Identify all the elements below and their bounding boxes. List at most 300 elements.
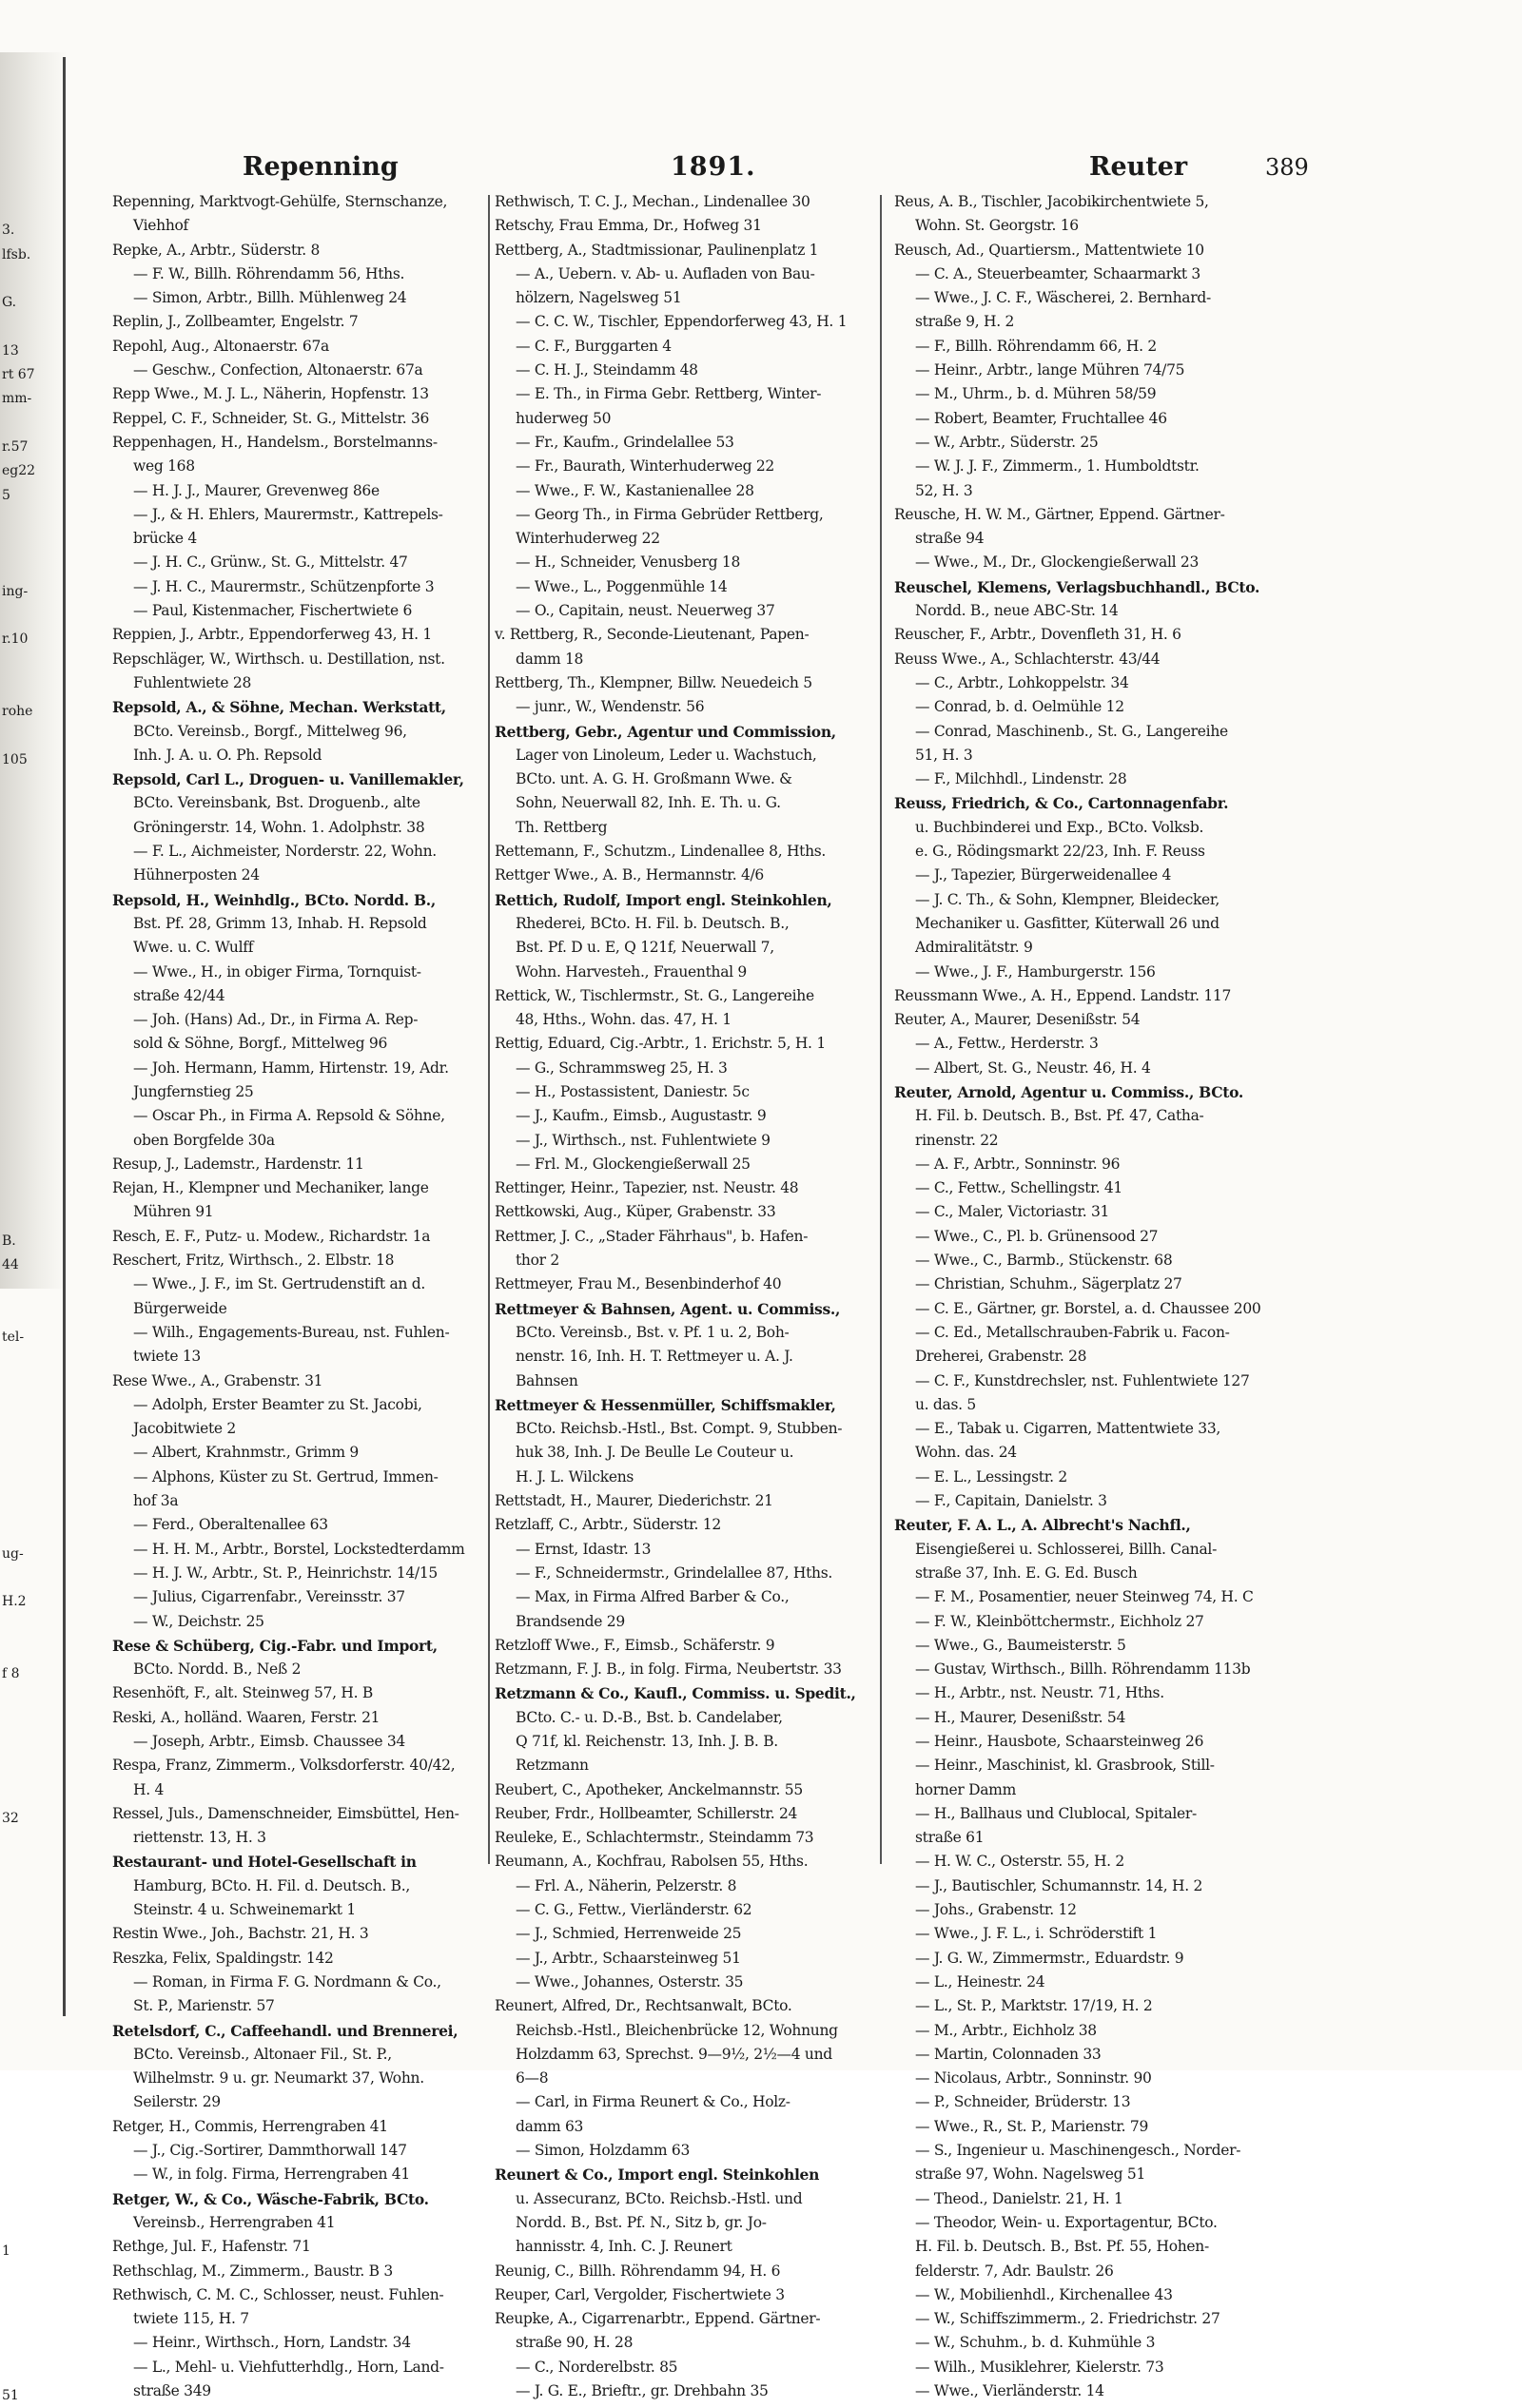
directory-entry-line: Winterhuderweg 22: [516, 530, 660, 548]
directory-entry-line: Reuss, Friedrich, & Co., Cartonnagenfabr.: [894, 794, 1229, 813]
directory-entry-line: — Joh. Hermann, Hamm, Hirtenstr. 19, Adr.: [133, 1058, 449, 1077]
directory-entry-line: — W., in folg. Firma, Herrengraben 41: [133, 2165, 410, 2184]
directory-entry-line: — Theod., Danielstr. 21, H. 1: [915, 2189, 1123, 2207]
directory-entry-line: Reusche, H. W. M., Gärtner, Eppend. Gärtner-: [894, 505, 1225, 523]
cut-fragment: [2, 1109, 59, 1133]
directory-entry-line: Reski, A., holländ. Waaren, Ferstr. 21: [112, 1708, 380, 1726]
cut-fragment: [2, 2024, 59, 2048]
cut-fragment: [2, 1157, 59, 1181]
cut-fragment: [2, 267, 59, 291]
cut-fragment: [2, 1999, 59, 2023]
directory-entry-line: 6—8: [516, 2069, 549, 2088]
directory-entry-line: Rettig, Eduard, Cig.-Arbtr., 1. Erichstr. 5, H. 1: [495, 1035, 826, 1053]
cut-fragment: [2, 1686, 59, 1710]
directory-entry-line: — C. E., Gärtner, gr. Borstel, a. d. Chaussee 200: [915, 1299, 1261, 1317]
directory-entry-line: thor 2: [516, 1252, 559, 1270]
directory-entry-line: Reszka, Felix, Spaldingstr. 142: [112, 1949, 334, 1967]
directory-entry-line: Restin Wwe., Joh., Bachstr. 21, H. 3: [112, 1925, 369, 1943]
directory-entry-line: BCto. unt. A. G. H. Großmann Wwe. &: [516, 770, 792, 788]
cut-fragment: [2, 508, 59, 532]
directory-entry-line: Viehhof: [133, 217, 188, 235]
cut-fragment: [2, 2048, 59, 2071]
cut-fragment: [2, 965, 59, 989]
cut-fragment: 51: [2, 2388, 19, 2404]
directory-entry-line: — Nicolaus, Arbtr., Sonninstr. 90: [915, 2069, 1152, 2088]
cut-fragment: [2, 1205, 59, 1229]
directory-entry-line: — Fr., Kaufm., Grindelallee 53: [516, 433, 734, 451]
directory-entry-line: — junr., W., Wendenstr. 56: [516, 698, 705, 716]
cut-fragment: H.2: [2, 1594, 27, 1610]
directory-entry-line: Rettick, W., Tischlermstr., St. G., Langereihe: [495, 986, 814, 1004]
directory-entry-line: — C., Arbtr., Lohkoppelstr. 34: [915, 673, 1129, 691]
directory-entry-line: Reuter, Arnold, Agentur u. Commiss., BCto.: [894, 1082, 1243, 1101]
cut-fragment: [2, 2312, 59, 2336]
cut-fragment: [2, 1422, 59, 1446]
directory-entry-line: hof 3a: [133, 1492, 179, 1510]
cut-fragment: [2, 1783, 59, 1807]
directory-entry-line: Wohn. St. Georgstr. 16: [915, 217, 1079, 235]
directory-entry-line: Rettberg, Gebr., Agentur und Commission,: [495, 722, 836, 741]
cut-fragment: r.10: [2, 631, 29, 648]
directory-entry-line: — G., Schrammsweg 25, H. 3: [516, 1058, 728, 1077]
cut-fragment: [2, 1855, 59, 1878]
directory-entry-line: — Wwe., C., Barmb., Stückenstr. 68: [915, 1252, 1173, 1270]
directory-entry-line: riettenstr. 13, H. 3: [133, 1829, 266, 1847]
directory-entry-line: — Wwe., F. W., Kastanienallee 28: [516, 481, 754, 499]
cut-fragment: [2, 604, 59, 628]
directory-entry-line: Replin, J., Zollbeamter, Engelstr. 7: [112, 313, 359, 331]
directory-entry-line: H. Fil. b. Deutsch. B., Bst. Pf. 55, Hohen-: [915, 2238, 1209, 2256]
cut-fragment: [2, 1061, 59, 1085]
directory-entry-line: Rettmeyer, Frau M., Besenbinderhof 40: [495, 1275, 782, 1293]
cut-fragment: [2, 1302, 59, 1326]
cut-fragment: [2, 676, 59, 700]
cut-fragment: eg22: [2, 463, 36, 479]
directory-entry-line: — Wwe., M., Dr., Glockengießerwall 23: [915, 553, 1200, 572]
page-header: [243, 152, 1327, 186]
directory-entry-line: straße 349: [133, 2382, 211, 2400]
directory-entry-line: u. das. 5: [915, 1395, 976, 1413]
directory-entry-line: Reuper, Carl, Vergolder, Fischertwiete 3: [495, 2285, 785, 2303]
directory-entry-line: Reuber, Frdr., Hollbeamter, Schillerstr. 24: [495, 1804, 798, 1822]
directory-entry-line: — Robert, Beamter, Fruchtallee 46: [915, 409, 1167, 427]
cut-fragment: [2, 2336, 59, 2359]
cut-fragment: r.57: [2, 438, 29, 455]
cut-fragment: [2, 1181, 59, 1205]
directory-entry-line: BCto. Vereinsb., Borgf., Mittelweg 96,: [133, 722, 407, 740]
directory-entry-line: — J. H. C., Maurermstr., Schützenpforte 3: [133, 577, 435, 595]
directory-entry-line: — J. G. W., Zimmermstr., Eduardstr. 9: [915, 1949, 1184, 1967]
cut-fragment: [2, 1903, 59, 1927]
cut-fragment: 13: [2, 342, 19, 359]
directory-entry-line: huderweg 50: [516, 409, 612, 427]
directory-entry-line: — C., Norderelbstr. 85: [516, 2358, 678, 2376]
cut-fragment: [2, 2192, 59, 2216]
directory-entry-line: — C. H. J., Steindamm 48: [516, 361, 698, 379]
directory-entry-line: — Heinr., Maschinist, kl. Grasbrook, Still-: [915, 1757, 1215, 1775]
cut-fragment: B.: [2, 1233, 16, 1249]
directory-entry-line: Seilerstr. 29: [133, 2093, 221, 2111]
directory-entry-line: Retger, W., & Co., Wäsche-Fabrik, BCto.: [112, 2189, 429, 2208]
directory-entry-line: Hamburg, BCto. H. Fil. d. Deutsch. B.,: [133, 1876, 411, 1894]
directory-entry-line: H. Fil. b. Deutsch. B., Bst. Pf. 47, Catha-: [915, 1107, 1204, 1125]
directory-entry-line: — Wwe., C., Pl. b. Grünensood 27: [915, 1227, 1159, 1245]
directory-entry-line: — Heinr., Wirthsch., Horn, Landstr. 34: [133, 2334, 411, 2352]
directory-entry-line: Resch, E. F., Putz- u. Modew., Richardstr. 1a: [112, 1227, 431, 1245]
directory-entry-line: Reubert, C., Apotheker, Anckelmannstr. 55: [495, 1780, 803, 1798]
directory-entry-line: straße 97, Wohn. Nagelsweg 51: [915, 2165, 1146, 2184]
cut-fragment: [2, 1085, 59, 1109]
directory-entry-line: Retschy, Frau Emma, Dr., Hofweg 31: [495, 217, 762, 235]
cut-fragment: [2, 1350, 59, 1373]
cut-fragment: lfsb.: [2, 246, 31, 262]
cut-fragment: 105: [2, 751, 28, 767]
cut-fragment: [2, 868, 59, 892]
cut-fragment: [2, 1735, 59, 1758]
directory-entry-line: huk 38, Inh. J. De Beulle Le Couteur u.: [516, 1444, 794, 1462]
cut-fragment: 1: [2, 2243, 10, 2260]
cut-fragment: [2, 989, 59, 1013]
directory-entry-line: — Johs., Grabenstr. 12: [915, 1901, 1077, 1919]
directory-entry-line: — J. C. Th., & Sohn, Klempner, Bleidecker,: [915, 890, 1220, 908]
directory-entry-line: — C. Ed., Metallschrauben-Fabrik u. Facon-: [915, 1323, 1230, 1341]
directory-entry-line: — H. J. W., Arbtr., St. P., Heinrichstr. 14/15: [133, 1563, 438, 1582]
directory-entry-line: horner Damm: [915, 1780, 1016, 1798]
directory-entry-line: BCto. Nordd. B., Neß 2: [133, 1660, 302, 1679]
directory-entry-line: — J., Bautischler, Schumannstr. 14, H. 2: [915, 1876, 1203, 1894]
directory-entry-line: Hühnerposten 24: [133, 866, 260, 884]
cut-fragment: [2, 532, 59, 555]
directory-entry-line: — Wilh., Engagements-Bureau, nst. Fuhlen-: [133, 1323, 450, 1341]
directory-entry-line: H. J. L. Wilckens: [516, 1467, 634, 1486]
directory-entry-line: — E. Th., in Firma Gebr. Rettberg, Winter-: [516, 385, 822, 403]
directory-entry-line: Wilhelmstr. 9 u. gr. Neumarkt 37, Wohn.: [133, 2069, 424, 2088]
cut-fragment: [2, 821, 59, 845]
previous-page-cut-text: [2, 195, 59, 2408]
cut-fragment: [2, 893, 59, 917]
directory-entry-line: — H. H. M., Arbtr., Borstel, Lockstedterdamm: [133, 1540, 465, 1558]
directory-entry-line: — Frl. A., Näherin, Pelzerstr. 8: [516, 1876, 737, 1894]
directory-entry-line: Rethge, Jul. F., Hafenstr. 71: [112, 2238, 311, 2256]
directory-entry-line: Retger, H., Commis, Herrengraben 41: [112, 2117, 388, 2135]
cut-fragment: 44: [2, 1257, 19, 1273]
directory-entry-line: — Joseph, Arbtr., Eimsb. Chaussee 34: [133, 1733, 405, 1750]
directory-entry-line: Reichsb.-Hstl., Bleichenbrücke 12, Wohnung: [516, 2021, 838, 2039]
cut-fragment: ing-: [2, 583, 29, 599]
directory-entry-line: straße 90, H. 28: [516, 2334, 634, 2352]
directory-entry-line: twiete 13: [133, 1348, 201, 1366]
directory-entry-line: Reunert, Alfred, Dr., Rechtsanwalt, BCto.: [495, 1997, 792, 2015]
directory-entry-line: Th. Rettberg: [516, 818, 608, 836]
directory-entry-line: — W. J. J. F., Zimmerm., 1. Humboldtstr.: [915, 457, 1200, 476]
cut-fragment: [2, 1952, 59, 1975]
directory-entry-line: — F., Capitain, Danielstr. 3: [915, 1492, 1107, 1510]
cut-fragment: rohe: [2, 704, 33, 720]
directory-entry-line: BCto. Reichsb.-Hstl., Bst. Compt. 9, Stubben-: [516, 1420, 843, 1438]
cut-fragment: [2, 412, 59, 436]
directory-entry-line: Rethwisch, C. M. C., Schlosser, neust. Fuhlen-: [112, 2285, 444, 2303]
directory-entry-line: — J. H. C., Grünw., St. G., Mittelstr. 47: [133, 553, 408, 572]
directory-entry-line: Respa, Franz, Zimmerm., Volksdorferstr. 40/42,: [112, 1757, 456, 1775]
directory-entry-line: Resup, J., Lademstr., Hardenstr. 11: [112, 1155, 364, 1173]
directory-entry-line: Lager von Linoleum, Leder u. Wachstuch,: [516, 746, 817, 764]
directory-entry-line: e. G., Rödingsmarkt 22/23, Inh. F. Reuss: [915, 843, 1205, 861]
directory-entry-line: Nordd. B., neue ABC-Str. 14: [915, 602, 1119, 620]
directory-entry-line: v. Rettberg, R., Seconde-Lieutenant, Papen-: [495, 626, 810, 644]
directory-entry-line: — Frl. M., Glockengießerwall 25: [516, 1155, 751, 1173]
directory-entry-line: BCto. Vereinsbank, Bst. Droguenb., alte: [133, 794, 420, 812]
directory-entry-line: — H., Maurer, Desenißstr. 54: [915, 1708, 1126, 1726]
header-right-keyword: Reuter: [1089, 152, 1188, 182]
directory-entry-line: damm 63: [516, 2117, 584, 2135]
directory-entry-line: — W., Mobilienhdl., Kirchenallee 43: [915, 2285, 1173, 2303]
directory-entry-line: Rettich, Rudolf, Import engl. Steinkohlen,: [495, 890, 832, 909]
directory-entry-line: — S., Ingenieur u. Maschinengesch., Norder-: [915, 2142, 1241, 2160]
directory-entry-line: Bürgerweide: [133, 1299, 227, 1317]
directory-entry-line: Retzlaff, C., Arbtr., Süderstr. 12: [495, 1516, 721, 1534]
directory-entry-line: Retzmann: [516, 1757, 589, 1775]
directory-entry-line: — Wwe., H., in obiger Firma, Tornquist-: [133, 962, 421, 981]
directory-entry-line: Holzdamm 63, Sprechst. 9—9½, 2½—4 und: [516, 2045, 832, 2063]
directory-entry-line: — W., Schiffszimmerm., 2. Friedrichstr. 27: [915, 2310, 1220, 2328]
directory-entry-line: St. P., Marienstr. 57: [133, 1997, 275, 2015]
cut-fragment: [2, 1446, 59, 1469]
directory-entry-line: Reuscher, F., Arbtr., Dovenfleth 31, H. 6: [894, 626, 1181, 644]
directory-entry-line: Reppenhagen, H., Handelsm., Borstelmanns-: [112, 433, 438, 451]
directory-entry-line: — C., Fettw., Schellingstr. 41: [915, 1179, 1122, 1197]
directory-entry-line: — Geschw., Confection, Altonaerstr. 67a: [133, 361, 423, 379]
directory-entry-line: Repsold, A., & Söhne, Mechan. Werkstatt,: [112, 698, 446, 717]
directory-entry-line: hölzern, Nagelsweg 51: [516, 289, 682, 307]
directory-entry-line: — H., Schneider, Venusberg 18: [516, 553, 741, 572]
directory-entry-line: — J., Schmied, Herrenweide 25: [516, 1925, 742, 1943]
directory-entry-line: Retelsdorf, C., Caffeehandl. und Brennerei,: [112, 2021, 459, 2040]
directory-entry-line: — Julius, Cigarrenfabr., Vereinsstr. 37: [133, 1588, 405, 1606]
directory-entry-line: — L., St. P., Marktstr. 17/19, H. 2: [915, 1997, 1153, 2015]
directory-entry-line: — F., Milchhdl., Lindenstr. 28: [915, 770, 1127, 788]
directory-entry-line: Brandsende 29: [516, 1612, 625, 1630]
cut-fragment: [2, 2120, 59, 2144]
directory-entry-line: damm 18: [516, 650, 584, 668]
directory-entry-line: Wwe. u. C. Wulff: [133, 939, 254, 957]
directory-entry-line: — Wwe., J. F. L., i. Schröderstift 1: [915, 1925, 1158, 1943]
directory-entry-line: — H., Postassistent, Daniestr. 5c: [516, 1082, 750, 1100]
directory-entry-line: — Simon, Holzdamm 63: [516, 2142, 691, 2160]
directory-entry-line: — C. C. W., Tischler, Eppendorferweg 43, H. 1: [516, 313, 848, 331]
directory-entry-line: Jungfernstieg 25: [133, 1082, 254, 1100]
directory-entry-line: — Wwe., Vierländerstr. 14: [915, 2382, 1104, 2400]
directory-entry-line: Resenhöft, F., alt. Steinweg 57, H. B: [112, 1684, 373, 1702]
directory-entry-line: Retzmann & Co., Kaufl., Commiss. u. Spedit.,: [495, 1684, 856, 1703]
directory-entry-line: BCto. C.- u. D.-B., Bst. b. Candelaber,: [516, 1708, 783, 1726]
directory-entry-line: straße 94: [915, 530, 985, 548]
directory-entry-line: Rettinger, Heinr., Tapezier, nst. Neustr. 48: [495, 1179, 799, 1197]
directory-entry-line: — H., Arbtr., nst. Neustr. 71, Hths.: [915, 1684, 1164, 1702]
directory-entry-line: hannisstr. 4, Inh. C. J. Reunert: [516, 2238, 732, 2256]
directory-entry-line: Reschert, Fritz, Wirthsch., 2. Elbstr. 18: [112, 1252, 395, 1270]
directory-entry-line: — C., Maler, Victoriastr. 31: [915, 1203, 1110, 1221]
cut-fragment: [2, 2216, 59, 2240]
directory-entry-line: — Adolph, Erster Beamter zu St. Jacobi,: [133, 1395, 422, 1413]
directory-entry-line: Steinstr. 4 u. Schweinemarkt 1: [133, 1901, 356, 1919]
cut-fragment: [2, 1615, 59, 1639]
directory-entry-line: — Georg Th., in Firma Gebrüder Rettberg,: [516, 505, 824, 523]
directory-entry-line: Rejan, H., Klempner und Mechaniker, lange: [112, 1179, 429, 1197]
directory-entry-line: — L., Mehl- u. Viehfutterhdlg., Horn, Land-: [133, 2358, 444, 2376]
directory-entry-line: Rese & Schüberg, Cig.-Fabr. und Import,: [112, 1636, 438, 1655]
directory-column-2: [495, 190, 875, 2400]
directory-entry-line: Rettberg, Th., Klempner, Billw. Neuedeich 5: [495, 673, 812, 691]
directory-entry-line: — Albert, Krahnmstr., Grimm 9: [133, 1444, 359, 1462]
directory-entry-line: H. 4: [133, 1780, 165, 1798]
directory-entry-line: — F., Billh. Röhrendamm 66, H. 2: [915, 337, 1157, 355]
cut-fragment: 5: [2, 487, 10, 503]
directory-entry-line: — Wwe., J. F., Hamburgerstr. 156: [915, 962, 1156, 981]
directory-entry-line: — J., Tapezier, Bürgerweidenallee 4: [915, 866, 1172, 884]
directory-entry-line: Reuschel, Klemens, Verlagsbuchhandl., BCto.: [894, 577, 1260, 596]
directory-entry-line: Repsold, H., Weinhdlg., BCto. Nordd. B.,: [112, 890, 436, 909]
directory-entry-line: — Gustav, Wirthsch., Billh. Röhrendamm 113b: [915, 1660, 1251, 1679]
cut-fragment: [2, 315, 59, 339]
column-divider: [488, 195, 490, 1864]
directory-entry-line: — W., Schuhm., b. d. Kuhmühle 3: [915, 2334, 1156, 2352]
directory-entry-line: — Ernst, Idastr. 13: [516, 1540, 652, 1558]
directory-entry-line: Nordd. B., Bst. Pf. N., Sitz b, gr. Jo-: [516, 2213, 767, 2231]
column-divider: [880, 195, 882, 1864]
cut-fragment: ug-: [2, 1545, 24, 1562]
directory-entry-line: — A., Uebern. v. Ab- u. Aufladen von Bau-: [516, 264, 815, 282]
cut-fragment: f 8: [2, 1666, 20, 1682]
directory-entry-line: Reuss Wwe., A., Schlachterstr. 43/44: [894, 650, 1161, 668]
directory-entry-line: — Max, in Firma Alfred Barber & Co.,: [516, 1588, 790, 1606]
directory-entry-line: weg 168: [133, 457, 195, 476]
directory-column-3: [894, 190, 1275, 2400]
page-number: 389: [1265, 154, 1309, 181]
cut-fragment: [2, 941, 59, 964]
directory-entry-line: — Albert, St. G., Neustr. 46, H. 4: [915, 1058, 1151, 1077]
cut-fragment: [2, 1518, 59, 1542]
directory-entry-line: Repschläger, W., Wirthsch. u. Destillation, nst.: [112, 650, 445, 668]
directory-entry-line: — W., Deichstr. 25: [133, 1612, 264, 1630]
directory-entry-line: Reussmann Wwe., A. H., Eppend. Landstr. 117: [894, 986, 1232, 1004]
directory-entry-line: — Carl, in Firma Reunert & Co., Holz-: [516, 2093, 790, 2111]
cut-fragment: [2, 772, 59, 796]
cut-fragment: [2, 1494, 59, 1518]
directory-entry-line: — H. J. J., Maurer, Grevenweg 86e: [133, 481, 380, 499]
directory-entry-line: twiete 115, H. 7: [133, 2310, 249, 2328]
directory-entry-line: — F., Schneidermstr., Grindelallee 87, Hths.: [516, 1563, 833, 1582]
cut-fragment: [2, 1566, 59, 1590]
directory-entry-line: Rethwisch, T. C. J., Mechan., Lindenallee 30: [495, 193, 810, 210]
directory-entry-line: — C. A., Steuerbeamter, Schaarmarkt 3: [915, 264, 1200, 282]
directory-entry-line: Bst. Pf. 28, Grimm 13, Inhab. H. Repsold: [133, 914, 427, 932]
directory-entry-line: — J., Wirthsch., nst. Fuhlentwiete 9: [516, 1131, 771, 1149]
cut-fragment: [2, 1758, 59, 1782]
directory-entry-line: Rese Wwe., A., Grabenstr. 31: [112, 1371, 323, 1389]
directory-entry-line: — E., Tabak u. Cigarren, Mattentwiete 33,: [915, 1420, 1221, 1438]
directory-entry-line: — C. G., Fettw., Vierländerstr. 62: [516, 1901, 752, 1919]
directory-entry-line: — H. W. C., Osterstr. 55, H. 2: [915, 1853, 1124, 1871]
directory-entry-line: 48, Hths., Wohn. das. 47, H. 1: [516, 1011, 732, 1029]
cut-fragment: [2, 2095, 59, 2119]
directory-entry-line: straße 42/44: [133, 986, 225, 1004]
directory-entry-line: Bst. Pf. D u. E, Q 121f, Neuerwall 7,: [516, 939, 774, 957]
directory-entry-line: Reuleke, E., Schlachtermstr., Steindamm 73: [495, 1829, 814, 1847]
directory-entry-line: Rettger Wwe., A. B., Hermannstr. 4/6: [495, 866, 764, 884]
directory-entry-line: Fuhlentwiete 28: [133, 673, 252, 691]
directory-entry-line: u. Buchbinderei und Exp., BCto. Volksb.: [915, 818, 1204, 836]
directory-entry-line: — F. M., Posamentier, neuer Steinweg 74, H. C: [915, 1588, 1254, 1606]
directory-entry-line: — Wilh., Musiklehrer, Kielerstr. 73: [915, 2358, 1164, 2376]
directory-entry-line: straße 37, Inh. E. G. Ed. Busch: [915, 1563, 1138, 1582]
directory-entry-line: Ressel, Juls., Damenschneider, Eimsbüttel, Hen-: [112, 1804, 459, 1822]
directory-entry-line: Reupke, A., Cigarrenarbtr., Eppend. Gärtner-: [495, 2310, 821, 2328]
directory-entry-line: — Paul, Kistenmacher, Fischertwiete 6: [133, 602, 413, 620]
directory-entry-line: — Theodor, Wein- u. Exportagentur, BCto.: [915, 2213, 1218, 2231]
directory-entry-line: Repp Wwe., M. J. L., Näherin, Hopfenstr. 13: [112, 385, 429, 403]
page-gutter-line: [63, 57, 66, 2016]
directory-entry-line: — M., Uhrm., b. d. Mühren 58/59: [915, 385, 1157, 403]
directory-entry-line: Reppel, C. F., Schneider, St. G., Mittelstr. 36: [112, 409, 430, 427]
cut-fragment: [2, 1831, 59, 1855]
header-year: 1891.: [671, 152, 756, 182]
directory-entry-line: — Wwe., J. C. F., Wäscherei, 2. Bernhard-: [915, 289, 1211, 307]
directory-entry-line: — Wwe., L., Poggenmühle 14: [516, 577, 728, 595]
directory-entry-line: BCto. Vereinsb., Bst. v. Pf. 1 u. 2, Boh-: [516, 1323, 790, 1341]
cut-fragment: [2, 1927, 59, 1951]
directory-entry-line: Inh. J. A. u. O. Ph. Repsold: [133, 746, 322, 764]
directory-entry-line: Rettmer, J. C., „Stader Fährhaus", b. Hafen-: [495, 1227, 809, 1245]
directory-entry-line: Reunert & Co., Import engl. Steinkohlen: [495, 2165, 820, 2185]
directory-entry-line: — Wwe., J. F., im St. Gertrudenstift an d.: [133, 1275, 425, 1293]
cut-fragment: [2, 1470, 59, 1494]
directory-entry-line: — Alphons, Küster zu St. Gertrud, Immen-: [133, 1467, 439, 1486]
directory-entry-line: sold & Söhne, Borgf., Mittelweg 96: [133, 1035, 388, 1053]
cut-fragment: tel-: [2, 1329, 25, 1345]
directory-entry-line: — E. L., Lessingstr. 2: [915, 1467, 1067, 1486]
directory-entry-line: — F. W., Kleinböttchermstr., Eichholz 27: [915, 1612, 1204, 1630]
directory-entry-line: felderstr. 7, Adr. Baulstr. 26: [915, 2262, 1114, 2280]
directory-entry-line: — L., Heinestr. 24: [915, 1972, 1045, 1990]
directory-entry-line: Sohn, Neuerwall 82, Inh. E. Th. u. G.: [516, 794, 781, 812]
directory-entry-line: Bahnsen: [516, 1371, 578, 1389]
cut-fragment: [2, 1013, 59, 1037]
directory-entry-line: — Simon, Arbtr., Billh. Mühlenweg 24: [133, 289, 407, 307]
directory-entry-line: straße 9, H. 2: [915, 313, 1015, 331]
cut-fragment: [2, 1639, 59, 1662]
directory-entry-line: — Conrad, b. d. Oelmühle 12: [915, 698, 1124, 716]
directory-entry-line: — Wwe., Johannes, Osterstr. 35: [516, 1972, 744, 1990]
directory-entry-line: Mechaniker u. Gasfitter, Küterwall 26 und: [915, 914, 1220, 932]
directory-entry-line: Jacobitwiete 2: [133, 1420, 236, 1438]
directory-entry-line: — Fr., Baurath, Winterhuderweg 22: [516, 457, 774, 476]
cut-fragment: [2, 195, 59, 219]
directory-entry-line: Rethschlag, M., Zimmerm., Baustr. B 3: [112, 2262, 393, 2280]
directory-entry-line: — C. F., Kunstdrechsler, nst. Fuhlentwiete 127: [915, 1371, 1250, 1389]
cut-fragment: [2, 1711, 59, 1735]
directory-entry-line: — Wwe., G., Baumeisterstr. 5: [915, 1636, 1126, 1654]
directory-entry-line: — Joh. (Hans) Ad., Dr., in Firma A. Rep-: [133, 1011, 419, 1029]
cut-fragment: [2, 1879, 59, 1903]
directory-entry-line: Reppien, J., Arbtr., Eppendorferweg 43, H. 1: [112, 626, 432, 644]
cut-fragment: [2, 2288, 59, 2312]
cut-fragment: [2, 1037, 59, 1060]
directory-entry-line: — W., Arbtr., Süderstr. 25: [915, 433, 1099, 451]
directory-entry-line: — Ferd., Oberaltenallee 63: [133, 1516, 328, 1534]
directory-entry-line: Rhederei, BCto. H. Fil. b. Deutsch. B.,: [516, 914, 790, 932]
directory-column-1: [112, 190, 483, 2400]
directory-entry-line: — J., Kaufm., Eimsb., Augustastr. 9: [516, 1107, 767, 1125]
